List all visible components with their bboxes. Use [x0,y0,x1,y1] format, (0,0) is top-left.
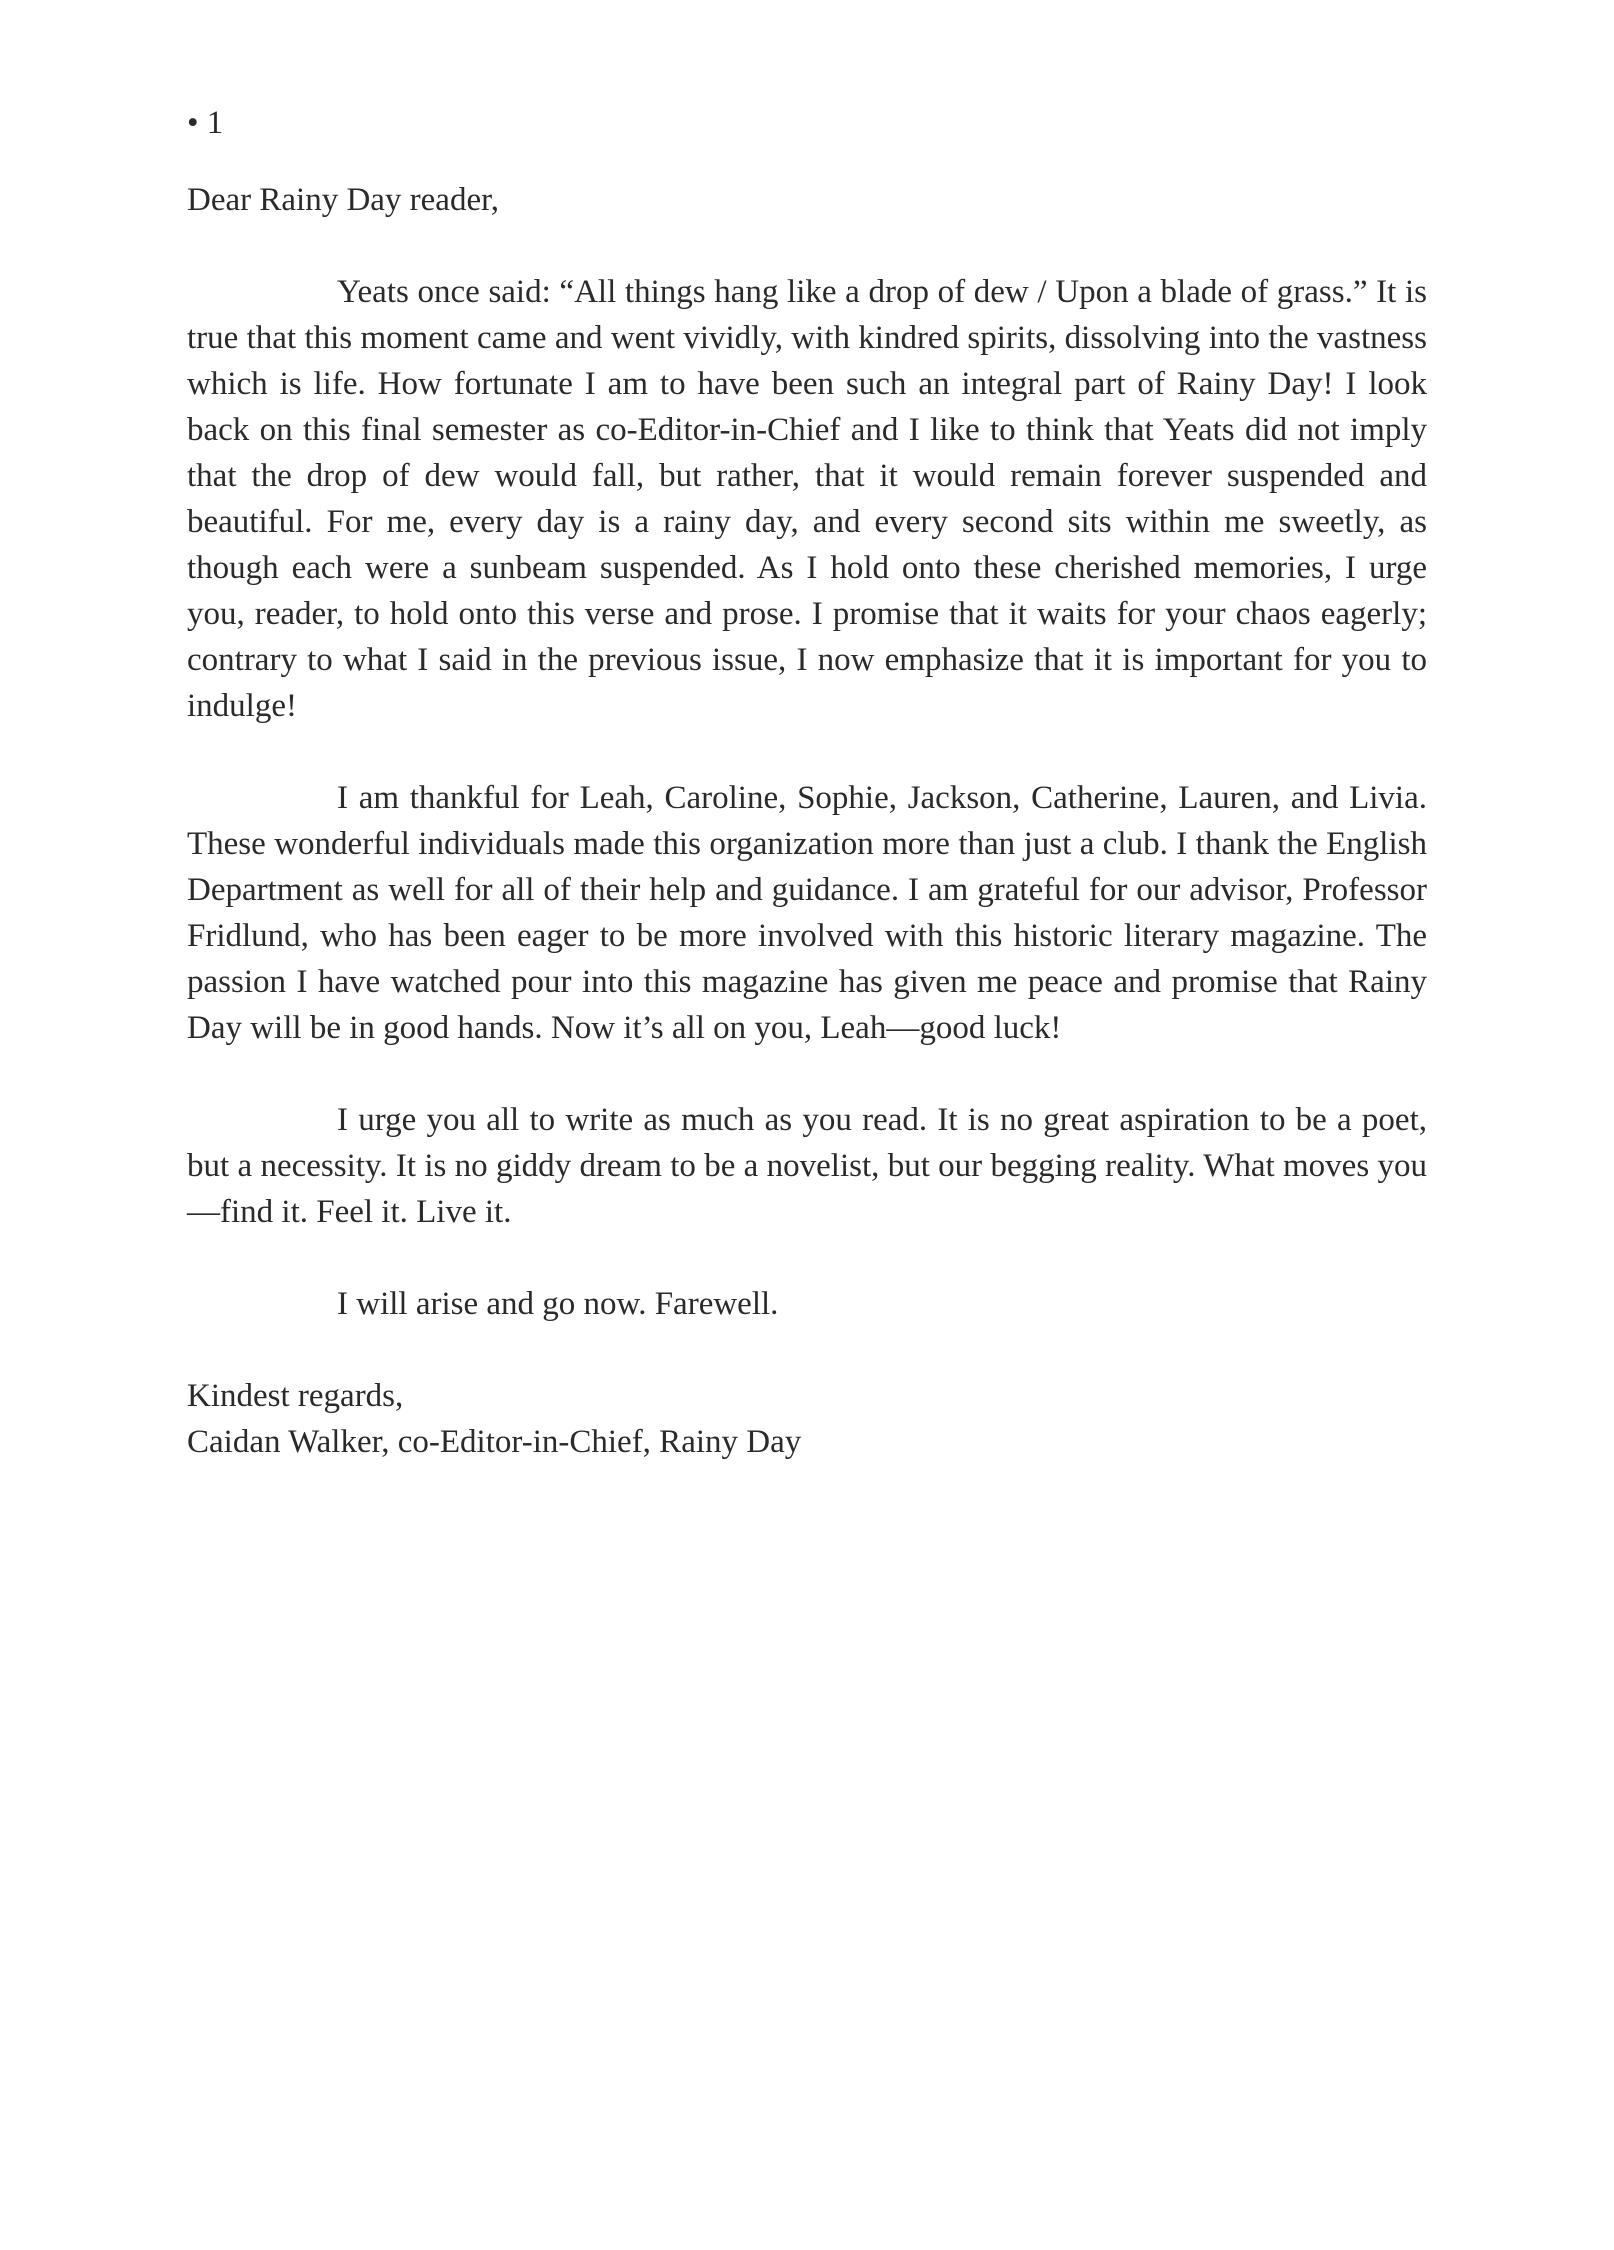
letter-paragraph: I will arise and go now. Farewell. [337,1286,779,1322]
letter-paragraph: I urge you all to write as much as you read. It is no great aspiration to be a poet, but a necessity. It is no giddy dream to be a novelist, but our begging reality. What moves you—find it. Feel it. Live it. [187,1102,1427,1230]
letter-signature: Caidan Walker, co-Editor-in-Chief, Rainy Day [187,1424,802,1460]
letter-paragraph: I am thankful for Leah, Caroline, Sophie, Jackson, Catherine, Lauren, and Livia. These wonderful individuals made this organization more than just a club. I thank the English Department as well for all of their help and guidance. I am grateful for our advisor, Professor Fridlund, who has been eager to be more involved with this historic literary magazine. The passion I have watched pour into this magazine has given me peace and promise that Rainy Day will be in good hands. Now it’s all on you, Leah—good luck! [187,780,1427,1046]
page-number: • 1 [187,105,224,141]
letter-greeting: Dear Rainy Day reader, [187,182,500,218]
letter-closing: Kindest regards, [187,1378,404,1414]
letter-paragraph: Yeats once said: “All things hang like a drop of dew / Upon a blade of grass.” It is true that this moment came and went vividly, with kindred spirits, dissolving into the vastness which is life. How fortunate I am to have been such an integral part of Rainy Day! I look back on this final semester as co-Editor-in-Chief and I like to think that Yeats did not imply that the drop of dew would fall, but rather, that it would remain forever suspended and beautiful. For me, every day is a rainy day, and every second sits within me sweetly, as though each were a sunbeam suspended. As I hold onto these cherished memories, I urge you, reader, to hold onto this verse and prose. I promise that it waits for your chaos eagerly; contrary to what I said in the previous issue, I now emphasize that it is important for you to indulge! [187,274,1427,724]
letter-body [187,177,1427,1465]
